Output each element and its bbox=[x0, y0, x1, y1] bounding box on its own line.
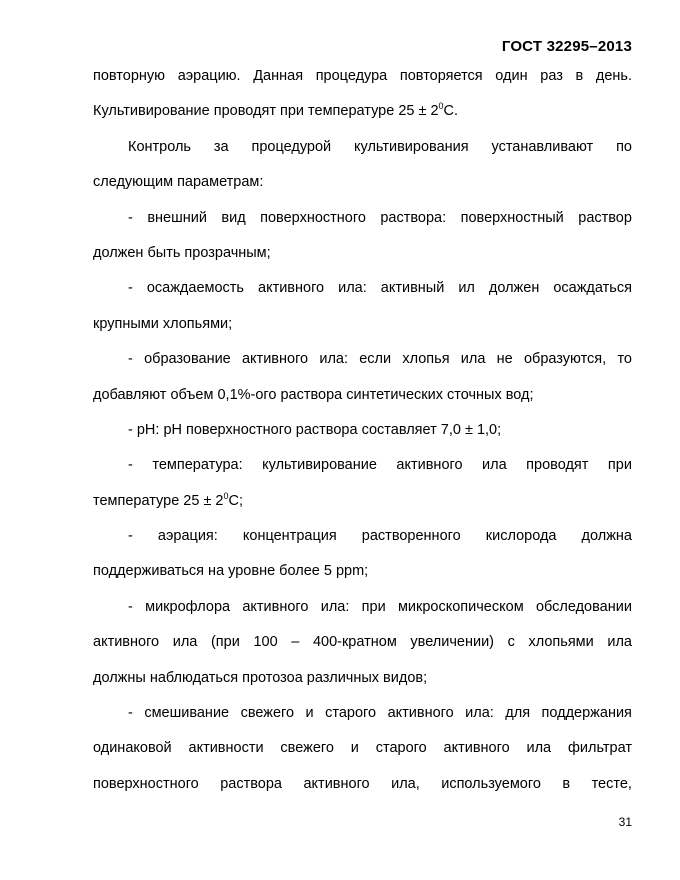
page-number: 31 bbox=[618, 815, 632, 829]
document-header: ГОСТ 32295–2013 bbox=[501, 38, 632, 55]
text-line: поверхностного раствора активного ила, используемого в тесте, bbox=[93, 775, 632, 792]
text-line: повторную аэрацию. Данная процедура повторяется один раз в день. bbox=[93, 68, 632, 84]
text-line: крупными хлопьями; bbox=[93, 315, 233, 332]
text-line: одинаковой активности свежего и старого активного ила фильтрат bbox=[93, 740, 632, 757]
text-line: активного ила (при 100 – 400-кратном увеличении) с хлопьями ила bbox=[93, 634, 632, 651]
list-item: - аэрация: концентрация растворенного кислорода должна bbox=[128, 528, 632, 545]
text-line: следующим параметрам: bbox=[93, 174, 264, 191]
text-line: температуре $25 \pm 2^0С$; bbox=[93, 490, 244, 509]
text-line: Культивирование проводят при температуре $25 \pm 2^0С$. bbox=[93, 101, 459, 120]
list-item: - осаждаемость активного ила: активный ил должен осаждаться bbox=[128, 280, 632, 297]
text-line: поддерживаться на уровне более 5 ppm; bbox=[93, 563, 369, 580]
document-body bbox=[93, 59, 632, 802]
list-item: - образование активного ила: если хлопья ила не образуются, то bbox=[128, 351, 632, 368]
list-item: - рН: рН поверхностного раствора составляет 7,0 ± 1,0; bbox=[128, 421, 502, 438]
list-item: - температура: культивирование активного ила проводят при bbox=[128, 457, 632, 474]
list-item: - внешний вид поверхностного раствора: поверхностный раствор bbox=[128, 209, 632, 226]
text-line: должны наблюдаться протозоа различных видов; bbox=[93, 669, 428, 686]
list-item: - микрофлора активного ила: при микроскопическом обследовании bbox=[128, 598, 632, 615]
list-item: - смешивание свежего и старого активного ила: для поддержания bbox=[128, 705, 632, 722]
paragraph-start: Контроль за процедурой культивирования устанавливают по bbox=[128, 138, 632, 155]
text-line: должен быть прозрачным; bbox=[93, 244, 271, 261]
text-line: добавляют объем 0,1%-ого раствора синтетических сточных вод; bbox=[93, 386, 534, 403]
